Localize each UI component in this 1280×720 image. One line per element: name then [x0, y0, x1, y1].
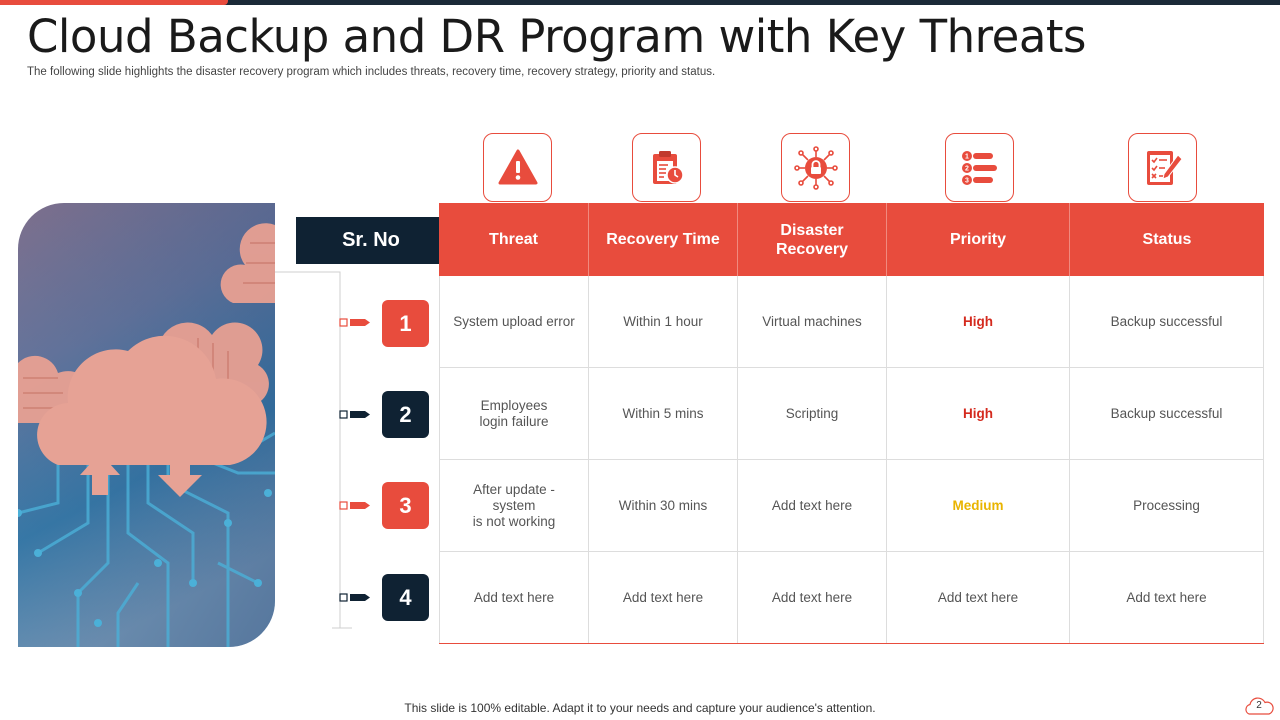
cloud-illustration-icon	[18, 203, 275, 647]
cell-status: Processing	[1070, 460, 1264, 551]
cell-threat	[439, 368, 589, 459]
svg-text:2: 2	[964, 165, 969, 172]
footer-note: This slide is 100% editable. Adapt it to your needs and capture your audience's attention.	[404, 701, 876, 715]
cell-disaster-recovery: Scripting	[738, 368, 887, 459]
cell-threat	[439, 552, 589, 643]
header-disaster-recovery-line2: Recovery	[775, 240, 849, 258]
cell-status: Backup successful	[1070, 368, 1264, 459]
warning-icon	[498, 148, 538, 188]
page-number: 2	[1256, 700, 1262, 711]
cell-disaster-recovery: Virtual machines	[738, 276, 887, 367]
svg-text:1: 1	[964, 153, 969, 160]
threat-line1: After update - system	[473, 481, 555, 513]
header-recovery-time: Recovery Time	[589, 203, 738, 276]
threat-line2: login failure	[479, 413, 549, 429]
header-disaster-recovery	[738, 203, 887, 276]
numbered-list-icon	[959, 147, 1001, 189]
svg-text:3: 3	[964, 177, 969, 184]
cell-recovery-time: Within 1 hour	[589, 276, 738, 367]
cell-recovery-time: Within 30 mins	[589, 460, 738, 551]
checklist-pen-icon	[1142, 147, 1184, 189]
cell-status: Backup successful	[1070, 276, 1264, 367]
row-number-2: 2	[382, 391, 429, 438]
cell-status: Add text here	[1070, 552, 1264, 643]
cell-priority: High	[887, 368, 1070, 459]
connector-lines	[270, 262, 380, 632]
cloud-circuit-illustration	[18, 203, 275, 647]
list-icon-box	[945, 133, 1014, 202]
header-disaster-recovery-line1: Disaster	[780, 221, 844, 239]
srno-header: Sr. No	[296, 217, 446, 264]
threat-line1: Employees	[480, 397, 548, 413]
slide-title: Cloud Backup and DR Program with Key Threats	[27, 10, 1086, 63]
cell-recovery-time: Within 5 mins	[589, 368, 738, 459]
checklist-icon-box	[1128, 133, 1197, 202]
cell-threat	[439, 460, 589, 551]
cell-disaster-recovery: Add text here	[738, 552, 887, 643]
row-number-1: 1	[382, 300, 429, 347]
cell-threat	[439, 276, 589, 367]
cell-disaster-recovery: Add text here	[738, 460, 887, 551]
table-row	[439, 276, 1264, 368]
lock-circuit-icon	[793, 145, 839, 191]
threat-line1: System upload error	[453, 313, 575, 329]
lock-icon-box	[781, 133, 850, 202]
table-row	[439, 460, 1264, 552]
header-status: Status	[1142, 231, 1192, 248]
threat-line1: Add text here	[473, 589, 555, 605]
warning-icon-box	[483, 133, 552, 202]
header-threat: Threat	[439, 203, 589, 276]
threat-line2: is not working	[472, 513, 556, 529]
table-header-row	[439, 203, 1264, 276]
top-bar-accent	[0, 0, 228, 5]
row-number-4: 4	[382, 574, 429, 621]
cell-recovery-time: Add text here	[589, 552, 738, 643]
header-priority: Priority	[887, 203, 1070, 276]
clipboard-clock-icon	[646, 147, 688, 189]
clipboard-icon-box	[632, 133, 701, 202]
cell-priority: High	[887, 276, 1070, 367]
threats-table	[439, 203, 1264, 644]
table-row	[439, 552, 1264, 644]
row-number-3: 3	[382, 482, 429, 529]
slide-subtitle: The following slide highlights the disaster recovery program which includes threats, recovery time, recovery strategy, priority and status.	[27, 66, 716, 78]
cell-priority: Medium	[887, 460, 1070, 551]
cell-priority: Add text here	[887, 552, 1070, 643]
table-row	[439, 368, 1264, 460]
